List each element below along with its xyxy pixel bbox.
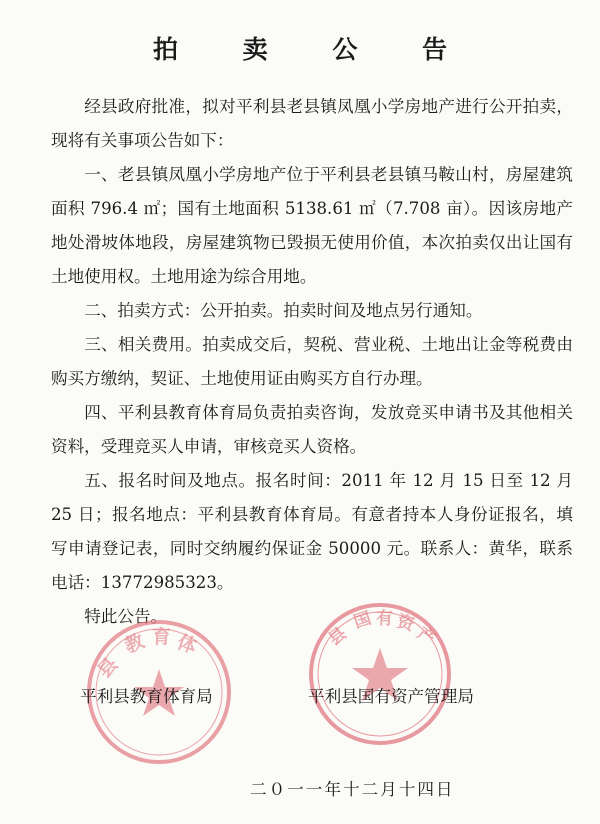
paragraph-closing: 特此公告。 xyxy=(84,607,168,626)
svg-text:教: 教 xyxy=(121,630,148,658)
svg-text:产: 产 xyxy=(413,623,439,650)
document-body xyxy=(51,90,573,634)
svg-text:县: 县 xyxy=(324,623,351,650)
paragraph-fees: 三、相关费用。拍卖成交后，契税、营业税、土地出让金等税费由购买方缴纳，契证、土地使用证由购买方自行办理。 xyxy=(51,335,573,388)
paragraph-property: 一、老县镇凤凰小学房地产位于平利县老县镇马鞍山村，房屋建筑面积 796.4 ㎡；国有土地面积 5138.61 ㎡（7.708 亩）。因该房地产地处滑坡体地段，房屋建筑物已毁损无使用价值，本次拍卖仅出让国有土地使用权。土地用途为综合用地。 xyxy=(51,165,573,286)
document-date: 二０一一年十二月十四日 xyxy=(250,780,455,799)
paragraph-consultation: 四、平利县教育体育局负责拍卖咨询，发放竞买申请书及其他相关资料，受理竞买人申请，审核竞买人资格。 xyxy=(51,403,573,456)
paragraph-registration: 五、报名时间及地点。报名时间：2011 年 12 月 15 日至 12 月 25 日；报名地点：平利县教育体育局。有意者持本人身份证报名，填写申请登记表，同时交纳履约保证金 50000 元。联系人：黄华，联系电话：13772985323。 xyxy=(51,471,573,592)
signatory-education-bureau: 平利县教育体育局 xyxy=(80,687,213,706)
svg-text:育: 育 xyxy=(152,626,172,648)
svg-text:国: 国 xyxy=(351,608,374,633)
svg-text:资: 资 xyxy=(394,611,417,636)
paragraph-auction-method: 二、拍卖方式：公开拍卖。拍卖时间及地点另行通知。 xyxy=(84,301,483,320)
signatory-state-assets-bureau: 平利县国有资产管理局 xyxy=(308,687,474,706)
svg-text:县: 县 xyxy=(93,653,123,683)
document-title: 拍 卖 公 告 xyxy=(152,35,476,64)
paragraph-intro: 经县政府批准，拟对平利县老县镇凤凰小学房地产进行公开拍卖，现将有关事项公告如下： xyxy=(51,97,573,150)
svg-text:体: 体 xyxy=(174,631,200,659)
svg-text:有: 有 xyxy=(376,609,393,629)
state-assets-bureau-seal xyxy=(306,600,454,748)
